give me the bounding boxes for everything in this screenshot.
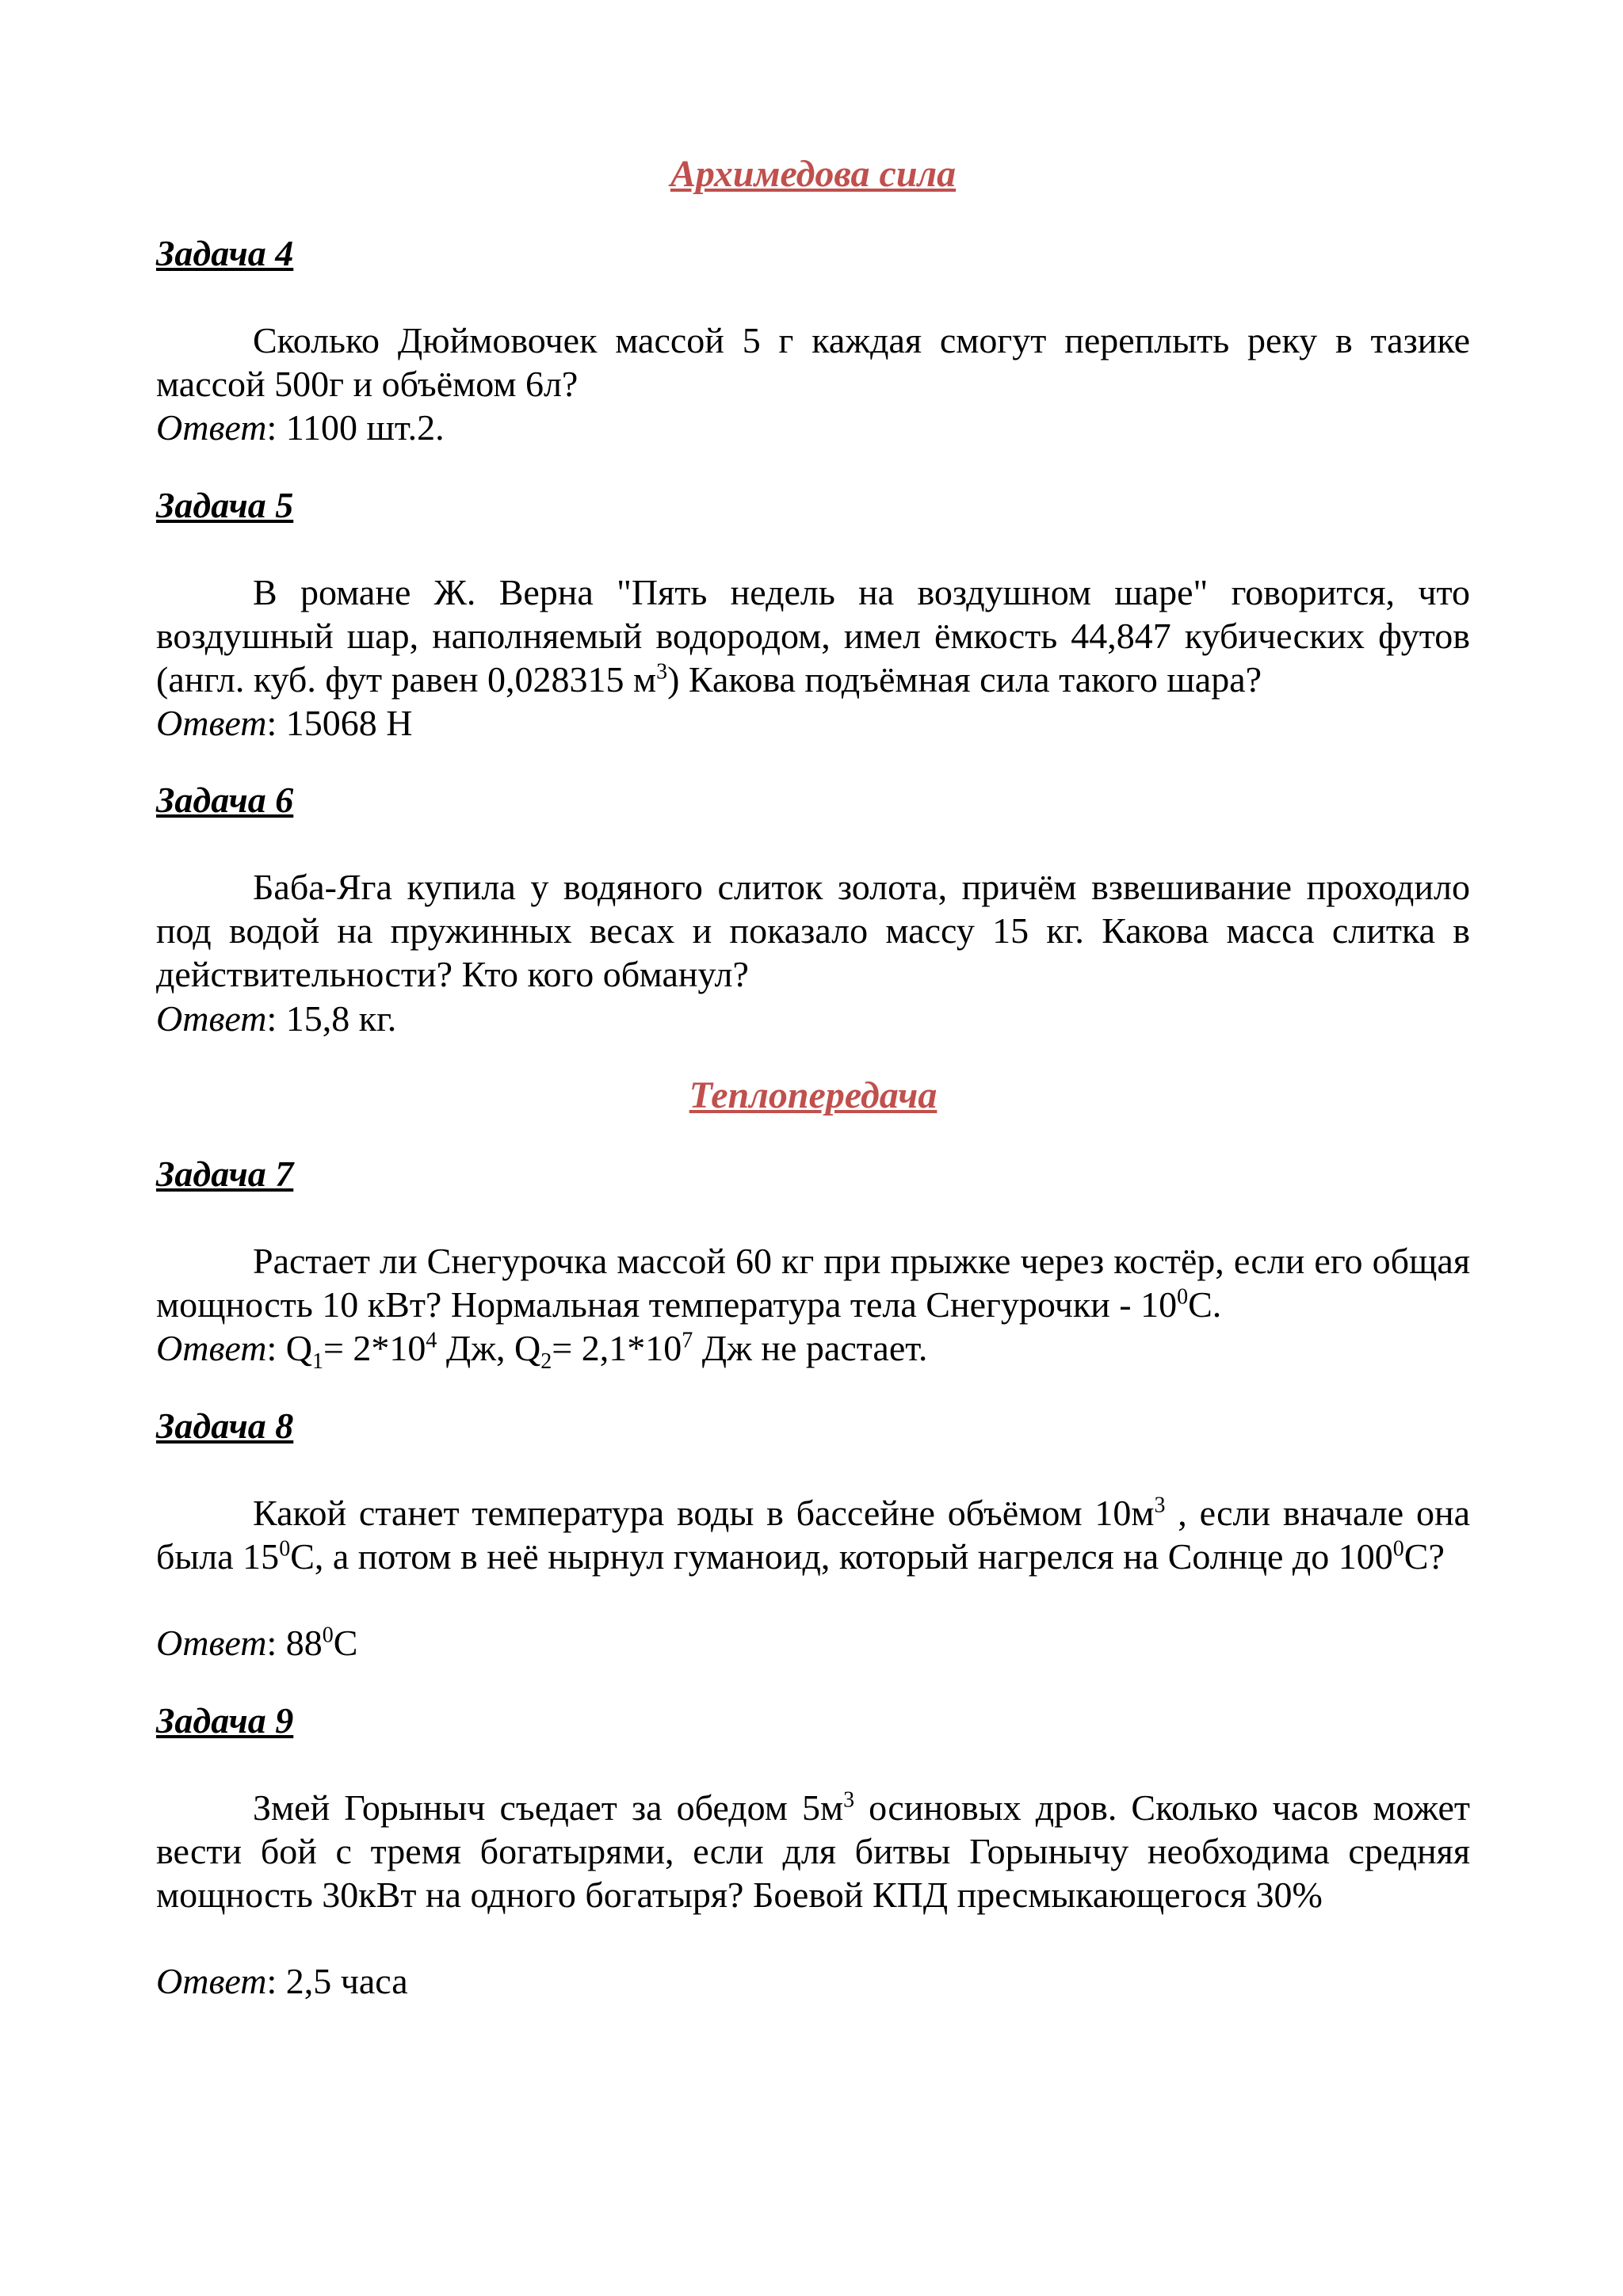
task-text (156, 1239, 1470, 1326)
task-text-part: осиновых дров. Сколько часов может вести бой с тремя богатырями, если для битвы Горынычу необходима средняя мощность 30кВт на одного богатыря? Боевой КПД пресмыкающегося 30% (156, 1787, 1470, 1915)
task-heading: Задача 5 (156, 485, 294, 525)
task-answer (156, 701, 412, 745)
task-text-part: ) Какова подъёмная сила такого шара? (667, 659, 1262, 700)
task-heading: Задача 7 (156, 1154, 294, 1194)
subscript: 1 (311, 1349, 323, 1375)
answer-part: Дж, Q (437, 1328, 541, 1368)
task-text (156, 1786, 1470, 1917)
answer-value: : 88 (266, 1623, 323, 1663)
task-heading: Задача 4 (156, 233, 294, 273)
answer-value: : 2,5 часа (266, 1961, 408, 2001)
answer-value: : 15068 Н (266, 703, 413, 743)
task-answer (156, 997, 396, 1040)
task-text (156, 570, 1470, 701)
answer-label: Ответ (156, 998, 267, 1039)
task-text-part: В романе Ж. Верна "Пять недель на воздушном шаре" говорится, что воздушный шар, наполняемый водородом, имел ёмкость 44,847 кубических футов (англ. куб. фут равен 0,028315 м (156, 572, 1470, 700)
answer-part: = 2,1*10 (552, 1328, 682, 1368)
answer-part: = 2*10 (323, 1328, 426, 1368)
superscript: 4 (426, 1328, 437, 1353)
superscript: 7 (682, 1328, 693, 1353)
task-text (156, 1491, 1470, 1578)
task-answer (156, 1959, 408, 2003)
answer-part: Дж не растает. (693, 1328, 928, 1368)
answer-part: : Q (266, 1328, 312, 1368)
task-text: Сколько Дюймовочек массой 5 г каждая смогут переплыть реку в тазике массой 500г и объёмом 6л? (156, 320, 1470, 404)
answer-label: Ответ (156, 1961, 267, 2001)
task-text: Баба-Яга купила у водяного слиток золота, причём взвешивание проходило под водой на пружинных весах и показало массу 15 кг. Какова масса слитка в действительности? Кто кого обманул? (156, 867, 1470, 994)
answer-label: Ответ (156, 703, 267, 743)
task-text-part: , если вначале она была 15 (156, 1493, 1470, 1577)
answer-label: Ответ (156, 1623, 267, 1663)
answer-label: Ответ (156, 1328, 267, 1368)
superscript: 0 (1392, 1536, 1404, 1562)
subscript: 2 (540, 1349, 552, 1375)
superscript: 0 (322, 1623, 334, 1648)
answer-value: : 1100 шт.2. (266, 407, 445, 448)
answer-value: С (333, 1623, 358, 1663)
superscript: 3 (1154, 1493, 1166, 1518)
superscript: 3 (656, 659, 668, 685)
task-heading: Задача 9 (156, 1700, 294, 1741)
section-title-heat-transfer: Теплопередача (689, 1074, 938, 1116)
answer-value: : 15,8 кг. (266, 998, 397, 1039)
task-text-part: С? (1403, 1536, 1445, 1577)
task-text-part: Растает ли Снегурочка массой 60 кг при прыжке через костёр, если его общая мощность 10 кВт? Нормальная температура тела Снегурочки - 10 (156, 1241, 1470, 1325)
task-text-part: С. (1188, 1284, 1222, 1325)
task-answer (156, 406, 445, 449)
task-heading: Задача 6 (156, 780, 294, 820)
task-text-part: Какой станет температура воды в бассейне объёмом 10м (253, 1493, 1155, 1533)
superscript: 3 (843, 1787, 855, 1813)
superscript: 0 (1177, 1284, 1189, 1310)
answer-label: Ответ (156, 407, 267, 448)
task-text-part: С, а потом в неё нырнул гуманоид, который нагрелся на Солнце до 100 (290, 1536, 1393, 1577)
task-heading: Задача 8 (156, 1405, 294, 1446)
superscript: 0 (279, 1536, 291, 1562)
task-answer (156, 1326, 928, 1375)
section-title-archimedes: Архимедова сила (670, 153, 957, 195)
task-text-part: Змей Горыныч съедает за обедом 5м (253, 1787, 844, 1828)
task-answer (156, 1621, 357, 1665)
